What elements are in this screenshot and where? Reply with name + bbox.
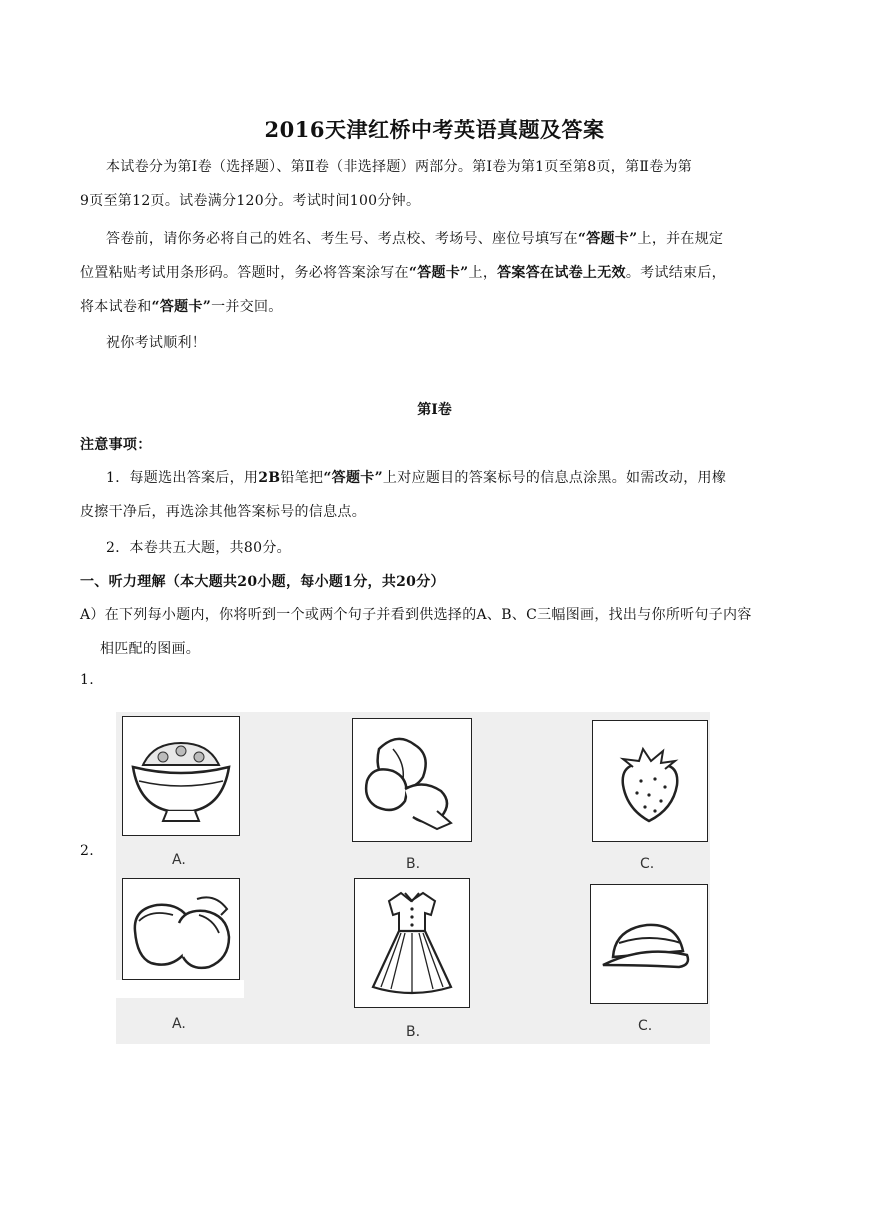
answer-card-term: “答题卡” (577, 231, 638, 247)
answer-card-term: “答题卡” (323, 470, 383, 486)
text-run: 位置粘贴考试用条形码。答题时，务必将答案涂写在 (80, 265, 409, 281)
intro-line (80, 262, 726, 282)
text-run: 铅笔把 (280, 470, 324, 486)
question-number: 1. (80, 672, 94, 688)
intro-line: 本试卷分为第Ⅰ卷（选择题）、第Ⅱ卷（非选择题）两部分。第Ⅰ卷为第1页至第8页，第Ⅱ卷为第 (106, 159, 693, 175)
note-line: 2．本卷共五大题，共80分。 (106, 540, 291, 556)
dress-icon (355, 879, 469, 1007)
text-run: 上，并在规定 (637, 231, 724, 247)
cabbage-icon (353, 719, 471, 841)
text-run: 答卷前，请你务必将自己的姓名、考生号、考点校、考场号、座位号填写在 (106, 231, 578, 247)
option-label: C. (640, 856, 655, 872)
option-picture-gloves (122, 878, 240, 980)
rice-bowl-icon (123, 717, 239, 835)
note-line (106, 467, 726, 487)
option-picture-dress (354, 878, 470, 1008)
option-picture-rice-bowl (122, 716, 240, 836)
good-luck-line: 祝你考试顺利！ (106, 335, 207, 351)
text-run: 1．每题选出答案后，用 (106, 470, 259, 486)
intro-line: 9页至第12页。试卷满分120分。考试时间100分钟。 (80, 193, 421, 209)
question-number: 2. (80, 843, 94, 859)
option-picture-strawberry (592, 720, 708, 842)
intro-line (80, 296, 283, 316)
part-heading: 第Ⅰ卷 (417, 402, 452, 418)
text-run: 。考试结束后， (625, 265, 726, 281)
intro-line (106, 228, 723, 248)
option-label: B. (406, 856, 421, 872)
text-run: 上， (468, 265, 498, 281)
option-picture-cabbage (352, 718, 472, 842)
text-run: 一并交回。 (211, 299, 283, 315)
cap-icon (591, 885, 707, 1003)
text-run: 将本试卷和 (80, 299, 152, 315)
notes-title: 注意事项： (80, 437, 152, 453)
scan-blank-patch (116, 980, 244, 998)
option-label: B. (406, 1024, 421, 1040)
section-instruction: 相匹配的图画。 (100, 641, 201, 657)
option-picture-cap (590, 884, 708, 1004)
document-title: 2016天津红桥中考英语真题及答案 (264, 117, 605, 142)
option-label: A. (172, 1016, 186, 1032)
answer-card-term: “答题卡” (408, 265, 469, 281)
note-line: 皮擦干净后，再选涂其他答案标号的信息点。 (80, 504, 366, 520)
gloves-icon (123, 879, 239, 979)
section-instruction: A）在下列每小题内，你将听到一个或两个句子并看到供选择的A、B、C三幅图画，找出与你所听句子内容 (80, 607, 752, 623)
answer-card-term: “答题卡” (151, 299, 212, 315)
section-heading: 一、听力理解（本大题共20小题，每小题1分，共20分） (80, 574, 445, 590)
text-run: 上对应题目的答案标号的信息点涂黑。如需改动，用橡 (382, 470, 727, 486)
option-label: C. (638, 1018, 653, 1034)
pencil-term: 2B (258, 470, 281, 486)
option-label: A. (172, 852, 186, 868)
warning-text: 答案答在试卷上无效 (497, 265, 626, 281)
strawberry-icon (593, 721, 707, 841)
